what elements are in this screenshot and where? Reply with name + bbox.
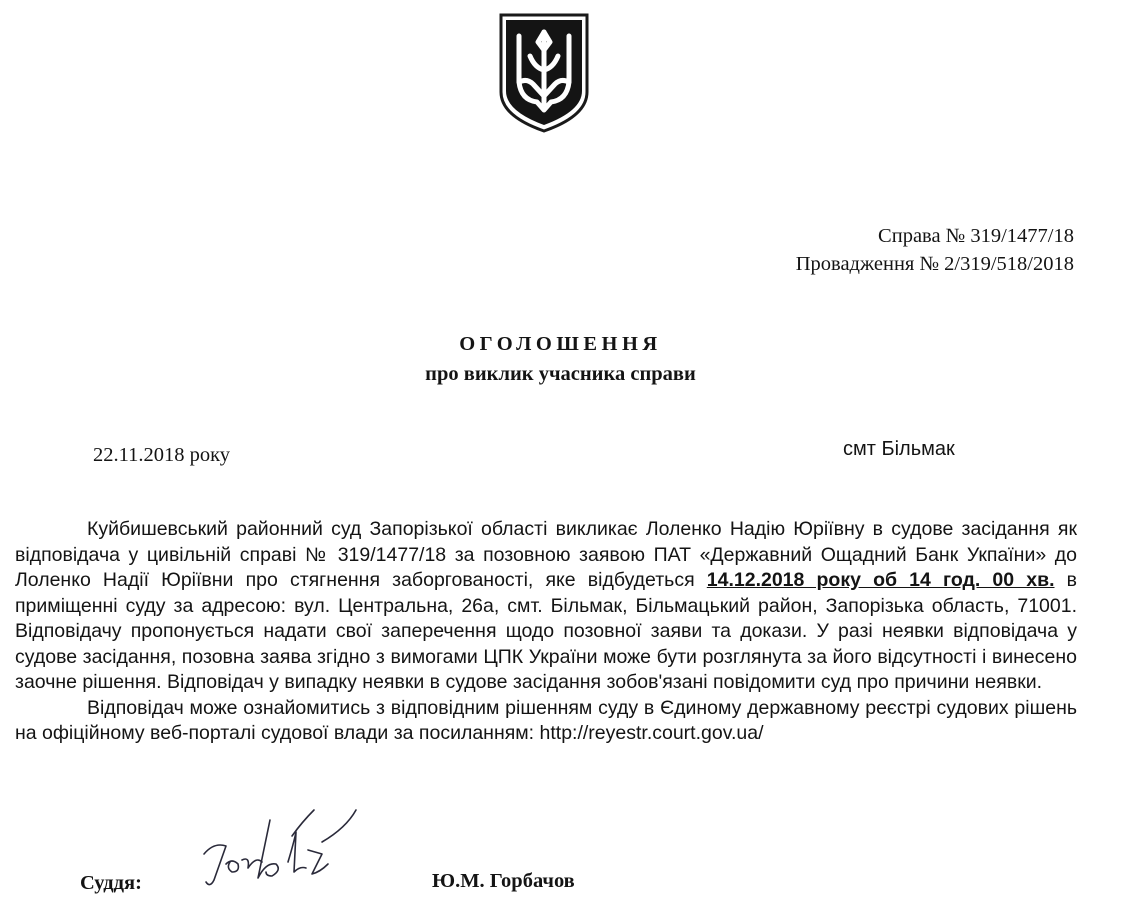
paragraph-summons-part1: Куйбишевський районний суд Запорізької області викликає Лоленко Надію Юріївну в судове засідання як відповідача у цивільній справі № 319/1477/18 за позовною заявою ПАТ «Державний Ощадний Банк Укпаїни» до Лоленко Надії Юріївни про стягнення заборгованості, яке відбудеться [15,518,1077,591]
paragraph-registry: Відповідач може ознайомитись з відповідним рішенням суду в Єдиному державному реєстрі судових рішень на офіційному веб-порталі судової влади за посиланням: http://reyestr.court.gov.ua/ [15,696,1077,744]
case-info [796,222,1074,278]
trident-emblem-icon [497,12,591,134]
document-place: смт Більмак [843,438,955,460]
judge-name: Ю.М. Горбачов [432,870,575,892]
case-number: Справа № 319/1477/18 [878,225,1074,247]
paragraph-summons [15,517,1077,696]
paragraph-summons-part2: в приміщенні суду за адресою: вул. Центральна, 26а, смт. Більмак, Більмацький район, Запорізька область, 71001. Відповідачу пропонується надати свої заперечення щодо позовної заяви та докази. У разі неявки відповідача у судове засідання, позовна заява згідно з вимогами ЦПК України може бути розглянута за його відсутності і винесено заочне рішення. Відповідач у випадку неявки в судове засідання зобов'язані повідомити суд про причини неявки. [15,569,1077,693]
document-body [15,517,1077,747]
handwritten-signature [196,802,366,892]
document-date: 22.11.2018 року [93,444,231,466]
document-title: ОГОЛОШЕННЯ [459,333,662,355]
judge-label: Суддя: [80,872,142,894]
hearing-datetime: 14.12.2018 року об 14 год. 00 хв. [706,569,1055,591]
proceeding-number: Провадження № 2/319/518/2018 [795,253,1074,275]
document-subtitle: про виклик учасника справи [425,363,696,385]
